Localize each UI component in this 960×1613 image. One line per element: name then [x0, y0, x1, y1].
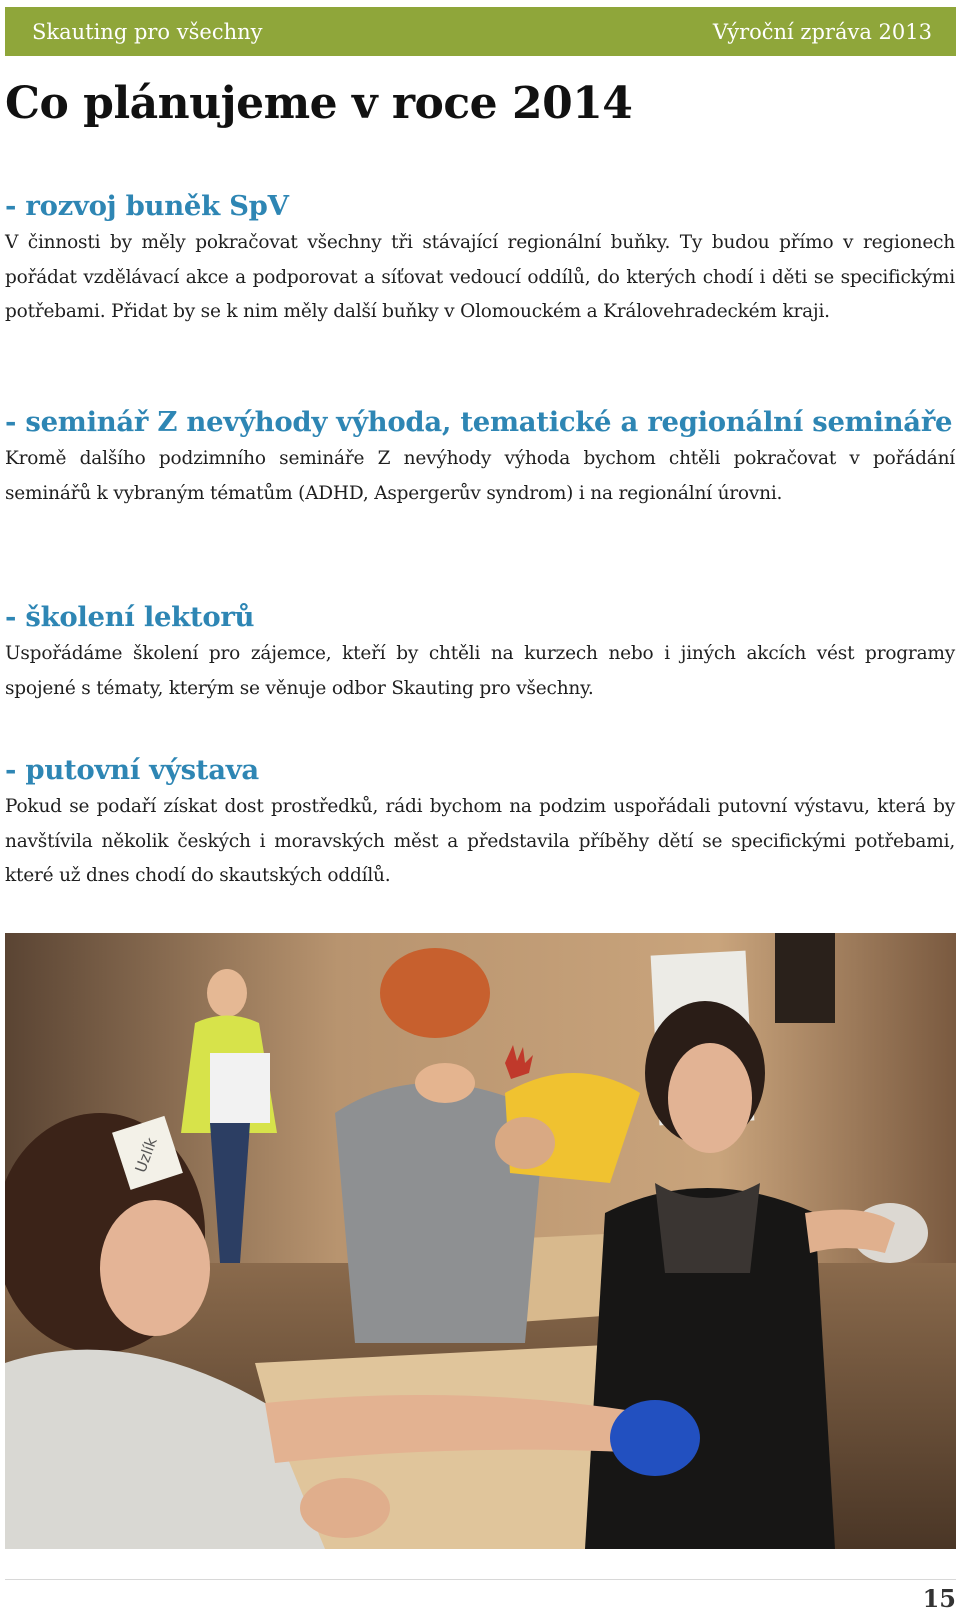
photo-name-tag: Uzlík: [131, 1135, 161, 1176]
section-body: Kromě dalšího podzimního semináře Z nevýhody výhoda bychom chtěli pokračovat v pořádání seminářů k vybraným tématům (ADHD, Aspergerův syndrom) i na regionální úrovni.: [5, 448, 955, 504]
photo-illustration: [5, 933, 956, 1549]
page-number: 15: [922, 1584, 956, 1613]
section-heading: - putovní výstava: [5, 754, 259, 786]
footer-divider: [5, 1579, 956, 1580]
section-skoleni: [5, 597, 955, 706]
header-bar: [5, 7, 956, 56]
section-seminar: [5, 402, 955, 511]
section-body: V činnosti by měly pokračovat všechny tři stávající regionální buňky. Ty budou přímo v regionech pořádat vzdělávací akce a podporovat a síťovat vedoucí oddílů, do kterých chodí i děti se specifickými potřebami. Přidat by se k nim měly další buňky v Olomouckém a Královehradeckém kraji.: [5, 232, 955, 322]
header-left-title: Skauting pro všechny: [32, 19, 263, 44]
section-heading: - seminář Z nevýhody výhoda, tematické a regionální semináře: [5, 406, 953, 438]
scout-activity-photo: [5, 933, 956, 1549]
section-body: Pokud se podaří získat dost prostředků, rádi bychom na podzim uspořádali putovní výstavu, která by navštívila několik českých i moravských měst a představila příběhy dětí se specifickými potřebami, které už dnes chodí do skautských oddílů.: [5, 796, 955, 886]
section-bunky: [5, 186, 955, 330]
header-right-title: Výroční zpráva 2013: [712, 19, 932, 44]
section-vystava: [5, 750, 955, 894]
section-heading: - školení lektorů: [5, 601, 255, 633]
section-body: Uspořádáme školení pro zájemce, kteří by chtěli na kurzech nebo i jiných akcích vést programy spojené s tématy, kterým se věnuje odbor Skauting pro všechny.: [5, 643, 955, 699]
page-title: Co plánujeme v roce 2014: [5, 78, 633, 129]
section-heading: - rozvoj buněk SpV: [5, 190, 289, 222]
